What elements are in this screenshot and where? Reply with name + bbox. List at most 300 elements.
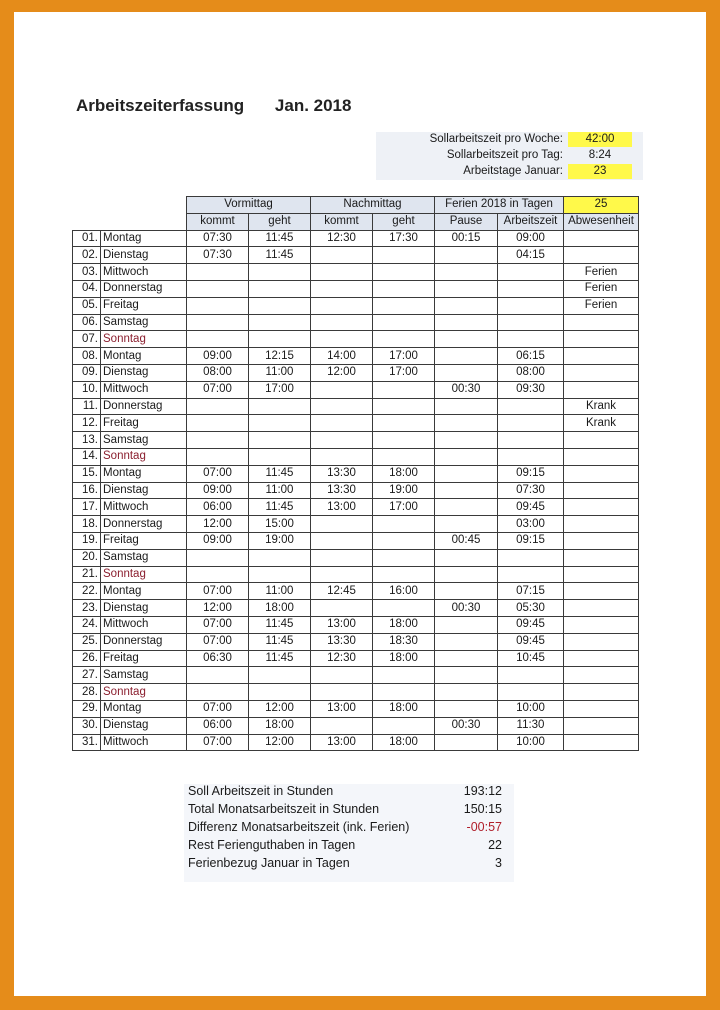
cell-vk[interactable] <box>187 415 249 432</box>
cell-az[interactable]: 03:00 <box>498 516 564 533</box>
cell-abw[interactable] <box>564 532 639 549</box>
cell-nk[interactable]: 13:00 <box>311 499 373 516</box>
summary-value: 22 <box>488 838 502 852</box>
cell-pause[interactable] <box>435 398 498 415</box>
summary-label: Total Monatsarbeitszeit in Stunden <box>188 802 380 816</box>
day-number: 14. <box>73 448 101 465</box>
cell-vg[interactable] <box>249 297 311 314</box>
day-number: 30. <box>73 717 101 734</box>
cell-az[interactable] <box>498 297 564 314</box>
cell-vg[interactable]: 11:45 <box>249 465 311 482</box>
cell-pause[interactable] <box>435 448 498 465</box>
cell-vk[interactable]: 07:30 <box>187 247 249 264</box>
cell-vg[interactable]: 11:45 <box>249 633 311 650</box>
cell-vk[interactable] <box>187 448 249 465</box>
cell-abw[interactable]: Krank <box>564 415 639 432</box>
cell-nk[interactable]: 13:00 <box>311 734 373 751</box>
day-number: 11. <box>73 398 101 415</box>
day-number: 20. <box>73 549 101 566</box>
cell-vk[interactable] <box>187 297 249 314</box>
weekday-text: Mittwoch <box>103 735 149 748</box>
cell-pause[interactable] <box>435 734 498 751</box>
cell-abw[interactable] <box>564 448 639 465</box>
cell-vg[interactable]: 12:00 <box>249 700 311 717</box>
weekday-text: Mittwoch <box>103 383 149 396</box>
cell-ng[interactable] <box>373 717 435 734</box>
cell-vg[interactable] <box>249 280 311 297</box>
day-number: 21. <box>73 566 101 583</box>
cell-az[interactable]: 09:30 <box>498 381 564 398</box>
weekday-text: Dienstag <box>103 366 149 379</box>
cell-abw[interactable]: Ferien <box>564 264 639 281</box>
cell-vk[interactable] <box>187 280 249 297</box>
cell-az[interactable] <box>498 448 564 465</box>
cell-abw[interactable] <box>564 348 639 365</box>
cell-ng[interactable] <box>373 532 435 549</box>
cell-ng[interactable] <box>373 432 435 449</box>
table-row <box>73 381 639 398</box>
day-number: 31. <box>73 734 101 751</box>
weekday-label <box>101 667 187 684</box>
cell-abw[interactable]: Ferien <box>564 297 639 314</box>
cell-nk[interactable]: 12:30 <box>311 650 373 667</box>
weekday-label <box>101 331 187 348</box>
cell-pause[interactable] <box>435 348 498 365</box>
cell-abw[interactable] <box>564 600 639 617</box>
summary-label: Ferienbezug Januar in Tagen <box>188 856 350 870</box>
cell-az[interactable] <box>498 398 564 415</box>
cell-abw[interactable] <box>564 684 639 701</box>
cell-az[interactable]: 06:15 <box>498 348 564 365</box>
cell-az[interactable]: 10:00 <box>498 700 564 717</box>
cell-nk[interactable] <box>311 297 373 314</box>
cell-vk[interactable] <box>187 684 249 701</box>
cell-vg[interactable] <box>249 667 311 684</box>
cell-vk[interactable]: 07:00 <box>187 583 249 600</box>
weekday-text: Sonntag <box>103 332 146 345</box>
weekday-label <box>101 398 187 415</box>
cell-pause[interactable] <box>435 633 498 650</box>
cell-az[interactable] <box>498 432 564 449</box>
cell-ng[interactable] <box>373 280 435 297</box>
cell-pause[interactable] <box>435 684 498 701</box>
day-number: 29. <box>73 700 101 717</box>
cell-abw[interactable] <box>564 364 639 381</box>
cell-az[interactable]: 10:00 <box>498 734 564 751</box>
cell-az[interactable]: 11:30 <box>498 717 564 734</box>
cell-pause[interactable] <box>435 650 498 667</box>
cell-pause[interactable] <box>435 583 498 600</box>
cell-ng[interactable] <box>373 314 435 331</box>
cell-nk[interactable] <box>311 398 373 415</box>
table-row <box>73 297 639 314</box>
cell-vk[interactable]: 09:00 <box>187 532 249 549</box>
cell-pause[interactable] <box>435 280 498 297</box>
cell-vg[interactable]: 11:45 <box>249 616 311 633</box>
soll-row-week <box>376 132 643 148</box>
cell-ng[interactable]: 17:00 <box>373 364 435 381</box>
cell-vg[interactable] <box>249 432 311 449</box>
cell-az[interactable]: 08:00 <box>498 364 564 381</box>
summary-value: 193:12 <box>463 784 502 798</box>
cell-nk[interactable]: 13:30 <box>311 465 373 482</box>
cell-vg[interactable]: 18:00 <box>249 600 311 617</box>
cell-vg[interactable] <box>249 398 311 415</box>
cell-vk[interactable] <box>187 667 249 684</box>
cell-ng[interactable]: 18:00 <box>373 465 435 482</box>
cell-pause[interactable] <box>435 364 498 381</box>
weekday-label <box>101 499 187 516</box>
cell-nk[interactable] <box>311 415 373 432</box>
weekday-text: Mittwoch <box>103 265 149 278</box>
day-number: 26. <box>73 650 101 667</box>
cell-az[interactable]: 05:30 <box>498 600 564 617</box>
cell-vg[interactable]: 17:00 <box>249 381 311 398</box>
cell-pause[interactable]: 00:30 <box>435 717 498 734</box>
day-number: 25. <box>73 633 101 650</box>
table-row <box>73 230 639 247</box>
cell-pause[interactable] <box>435 700 498 717</box>
cell-nk[interactable]: 12:30 <box>311 230 373 247</box>
cell-vg[interactable]: 19:00 <box>249 532 311 549</box>
page-title <box>76 96 351 116</box>
cell-pause[interactable] <box>435 432 498 449</box>
cell-ng[interactable]: 18:00 <box>373 734 435 751</box>
cell-ng[interactable] <box>373 264 435 281</box>
cell-az[interactable]: 07:15 <box>498 583 564 600</box>
cell-nk[interactable] <box>311 549 373 566</box>
weekday-label <box>101 432 187 449</box>
cell-pause[interactable] <box>435 482 498 499</box>
cell-vk[interactable]: 07:00 <box>187 381 249 398</box>
cell-vg[interactable]: 12:00 <box>249 734 311 751</box>
cell-nk[interactable] <box>311 667 373 684</box>
cell-ng[interactable] <box>373 398 435 415</box>
cell-ng[interactable] <box>373 247 435 264</box>
cell-az[interactable]: 04:15 <box>498 247 564 264</box>
cell-abw[interactable] <box>564 717 639 734</box>
cell-nk[interactable] <box>311 566 373 583</box>
weekday-text: Montag <box>103 702 142 715</box>
cell-abw[interactable] <box>564 566 639 583</box>
col-header: geht <box>373 213 435 230</box>
cell-pause[interactable]: 00:45 <box>435 532 498 549</box>
cell-vk[interactable]: 12:00 <box>187 516 249 533</box>
cell-vk[interactable] <box>187 331 249 348</box>
cell-nk[interactable]: 12:00 <box>311 364 373 381</box>
cell-vg[interactable] <box>249 331 311 348</box>
cell-nk[interactable] <box>311 532 373 549</box>
cell-nk[interactable] <box>311 432 373 449</box>
summary-label: Differenz Monatsarbeitszeit (ink. Ferien) <box>188 820 410 834</box>
cell-vg[interactable]: 11:45 <box>249 230 311 247</box>
cell-nk[interactable]: 14:00 <box>311 348 373 365</box>
cell-abw[interactable] <box>564 583 639 600</box>
cell-pause[interactable] <box>435 247 498 264</box>
cell-vg[interactable] <box>249 314 311 331</box>
cell-ng[interactable] <box>373 516 435 533</box>
weekday-text: Montag <box>103 467 142 480</box>
day-number: 03. <box>73 264 101 281</box>
cell-vg[interactable]: 11:00 <box>249 364 311 381</box>
table-row <box>73 700 639 717</box>
summary-row-difference <box>188 820 508 838</box>
cell-vg[interactable] <box>249 415 311 432</box>
cell-vk[interactable]: 06:00 <box>187 717 249 734</box>
group-vormittag: Vormittag <box>187 197 311 214</box>
cell-vg[interactable]: 18:00 <box>249 717 311 734</box>
weekday-label <box>101 348 187 365</box>
weekday-label <box>101 264 187 281</box>
cell-pause[interactable] <box>435 616 498 633</box>
cell-nk[interactable]: 13:00 <box>311 616 373 633</box>
cell-abw[interactable] <box>564 230 639 247</box>
cell-ng[interactable]: 18:00 <box>373 616 435 633</box>
cell-abw[interactable] <box>564 700 639 717</box>
day-number: 12. <box>73 415 101 432</box>
weekday-text: Sonntag <box>103 450 146 463</box>
cell-abw[interactable] <box>564 381 639 398</box>
weekday-label <box>101 230 187 247</box>
cell-vk[interactable]: 06:00 <box>187 499 249 516</box>
summary-row-total <box>188 802 508 820</box>
day-number: 07. <box>73 331 101 348</box>
cell-pause[interactable] <box>435 264 498 281</box>
cell-nk[interactable]: 12:45 <box>311 583 373 600</box>
cell-pause[interactable]: 00:30 <box>435 381 498 398</box>
cell-nk[interactable]: 13:00 <box>311 700 373 717</box>
cell-vk[interactable] <box>187 432 249 449</box>
cell-vk[interactable]: 07:30 <box>187 230 249 247</box>
cell-abw[interactable]: Ferien <box>564 280 639 297</box>
summary-label: Rest Ferienguthaben in Tagen <box>188 838 356 852</box>
cell-nk[interactable] <box>311 280 373 297</box>
cell-az[interactable]: 09:45 <box>498 616 564 633</box>
day-number: 08. <box>73 348 101 365</box>
cell-vg[interactable]: 11:00 <box>249 583 311 600</box>
cell-nk[interactable]: 13:30 <box>311 482 373 499</box>
cell-vg[interactable] <box>249 264 311 281</box>
cell-pause[interactable] <box>435 566 498 583</box>
summary-row-rest-vacation <box>188 838 508 856</box>
cell-pause[interactable] <box>435 297 498 314</box>
weekday-label <box>101 734 187 751</box>
weekday-text: Dienstag <box>103 601 149 614</box>
cell-nk[interactable] <box>311 600 373 617</box>
weekday-label <box>101 364 187 381</box>
cell-vk[interactable] <box>187 398 249 415</box>
cell-abw[interactable] <box>564 465 639 482</box>
cell-vg[interactable] <box>249 549 311 566</box>
cell-abw[interactable] <box>564 650 639 667</box>
col-header: Arbeitszeit <box>498 213 564 230</box>
cell-vk[interactable] <box>187 566 249 583</box>
day-number: 15. <box>73 465 101 482</box>
cell-ng[interactable]: 19:00 <box>373 482 435 499</box>
cell-az[interactable] <box>498 667 564 684</box>
cell-abw[interactable] <box>564 549 639 566</box>
cell-vg[interactable]: 12:15 <box>249 348 311 365</box>
cell-abw[interactable] <box>564 482 639 499</box>
cell-ng[interactable]: 17:00 <box>373 499 435 516</box>
cell-ng[interactable]: 16:00 <box>373 583 435 600</box>
cell-az[interactable] <box>498 549 564 566</box>
cell-az[interactable] <box>498 415 564 432</box>
cell-az[interactable]: 09:45 <box>498 499 564 516</box>
time-table <box>72 196 639 751</box>
cell-ng[interactable] <box>373 549 435 566</box>
cell-pause[interactable] <box>435 465 498 482</box>
day-number: 04. <box>73 280 101 297</box>
cell-vg[interactable] <box>249 684 311 701</box>
cell-az[interactable] <box>498 264 564 281</box>
cell-vk[interactable] <box>187 549 249 566</box>
cell-az[interactable] <box>498 684 564 701</box>
cell-az[interactable]: 09:15 <box>498 532 564 549</box>
cell-vk[interactable]: 08:00 <box>187 364 249 381</box>
cell-abw[interactable] <box>564 314 639 331</box>
cell-az[interactable]: 10:45 <box>498 650 564 667</box>
cell-pause[interactable] <box>435 516 498 533</box>
soll-value[interactable]: 23 <box>568 164 632 179</box>
summary-value: 3 <box>495 856 502 870</box>
weekday-label <box>101 549 187 566</box>
table-row <box>73 549 639 566</box>
cell-vk[interactable] <box>187 314 249 331</box>
cell-nk[interactable] <box>311 264 373 281</box>
cell-vk[interactable]: 12:00 <box>187 600 249 617</box>
table-row <box>73 432 639 449</box>
soll-value[interactable]: 42:00 <box>568 132 632 147</box>
cell-ng[interactable]: 18:00 <box>373 650 435 667</box>
weekday-text: Freitag <box>103 416 139 429</box>
cell-pause[interactable] <box>435 499 498 516</box>
cell-abw[interactable] <box>564 499 639 516</box>
soll-row-day <box>376 148 643 164</box>
day-number: 28. <box>73 684 101 701</box>
cell-vk[interactable]: 09:00 <box>187 482 249 499</box>
cell-ng[interactable] <box>373 566 435 583</box>
day-number: 13. <box>73 432 101 449</box>
summary-value: 150:15 <box>463 802 502 816</box>
cell-pause[interactable]: 00:15 <box>435 230 498 247</box>
ferien-value[interactable]: 25 <box>564 197 639 214</box>
cell-nk[interactable] <box>311 448 373 465</box>
day-number: 16. <box>73 482 101 499</box>
cell-abw[interactable] <box>564 667 639 684</box>
cell-nk[interactable] <box>311 314 373 331</box>
cell-abw[interactable]: Krank <box>564 398 639 415</box>
cell-vk[interactable]: 07:00 <box>187 616 249 633</box>
cell-vg[interactable] <box>249 566 311 583</box>
cell-az[interactable]: 09:15 <box>498 465 564 482</box>
cell-vk[interactable]: 07:00 <box>187 465 249 482</box>
cell-ng[interactable] <box>373 667 435 684</box>
cell-vg[interactable]: 11:00 <box>249 482 311 499</box>
title-month: Jan. 2018 <box>274 96 352 115</box>
cell-az[interactable]: 09:00 <box>498 230 564 247</box>
weekday-label <box>101 616 187 633</box>
cell-az[interactable]: 07:30 <box>498 482 564 499</box>
cell-vk[interactable]: 07:00 <box>187 633 249 650</box>
cell-ng[interactable]: 17:30 <box>373 230 435 247</box>
table-row <box>73 583 639 600</box>
cell-az[interactable] <box>498 566 564 583</box>
cell-ng[interactable] <box>373 297 435 314</box>
table-row <box>73 650 639 667</box>
cell-nk[interactable] <box>311 247 373 264</box>
cell-abw[interactable] <box>564 432 639 449</box>
cell-pause[interactable] <box>435 549 498 566</box>
cell-ng[interactable] <box>373 684 435 701</box>
cell-pause[interactable] <box>435 331 498 348</box>
cell-nk[interactable] <box>311 516 373 533</box>
cell-vk[interactable] <box>187 264 249 281</box>
cell-abw[interactable] <box>564 633 639 650</box>
weekday-label <box>101 532 187 549</box>
cell-ng[interactable] <box>373 600 435 617</box>
cell-abw[interactable] <box>564 734 639 751</box>
col-header: Abwesenheit <box>564 213 639 230</box>
cell-vk[interactable]: 09:00 <box>187 348 249 365</box>
cell-vg[interactable] <box>249 448 311 465</box>
cell-pause[interactable]: 00:30 <box>435 600 498 617</box>
cell-ng[interactable] <box>373 381 435 398</box>
cell-nk[interactable]: 13:30 <box>311 633 373 650</box>
cell-ng[interactable]: 18:30 <box>373 633 435 650</box>
table-row <box>73 448 639 465</box>
weekday-text: Freitag <box>103 651 139 664</box>
cell-vg[interactable]: 11:45 <box>249 247 311 264</box>
cell-nk[interactable] <box>311 381 373 398</box>
summary-box <box>184 784 514 882</box>
cell-vg[interactable]: 11:45 <box>249 499 311 516</box>
cell-ng[interactable] <box>373 331 435 348</box>
cell-abw[interactable] <box>564 331 639 348</box>
cell-pause[interactable] <box>435 667 498 684</box>
cell-az[interactable]: 09:45 <box>498 633 564 650</box>
cell-pause[interactable] <box>435 415 498 432</box>
weekday-label <box>101 650 187 667</box>
cell-az[interactable] <box>498 280 564 297</box>
cell-ng[interactable]: 17:00 <box>373 348 435 365</box>
table-row <box>73 314 639 331</box>
weekday-label <box>101 448 187 465</box>
cell-vk[interactable]: 07:00 <box>187 734 249 751</box>
cell-vg[interactable]: 11:45 <box>249 650 311 667</box>
cell-pause[interactable] <box>435 314 498 331</box>
weekday-label <box>101 314 187 331</box>
cell-abw[interactable] <box>564 516 639 533</box>
cell-nk[interactable] <box>311 331 373 348</box>
cell-abw[interactable] <box>564 247 639 264</box>
cell-nk[interactable] <box>311 684 373 701</box>
table-row <box>73 516 639 533</box>
cell-abw[interactable] <box>564 616 639 633</box>
cell-vk[interactable]: 06:30 <box>187 650 249 667</box>
cell-az[interactable] <box>498 314 564 331</box>
soll-value[interactable]: 8:24 <box>588 149 612 161</box>
cell-ng[interactable]: 18:00 <box>373 700 435 717</box>
cell-az[interactable] <box>498 331 564 348</box>
cell-ng[interactable] <box>373 415 435 432</box>
cell-vk[interactable]: 07:00 <box>187 700 249 717</box>
cell-vg[interactable]: 15:00 <box>249 516 311 533</box>
cell-ng[interactable] <box>373 448 435 465</box>
table-row <box>73 264 639 281</box>
day-number: 06. <box>73 314 101 331</box>
cell-nk[interactable] <box>311 717 373 734</box>
